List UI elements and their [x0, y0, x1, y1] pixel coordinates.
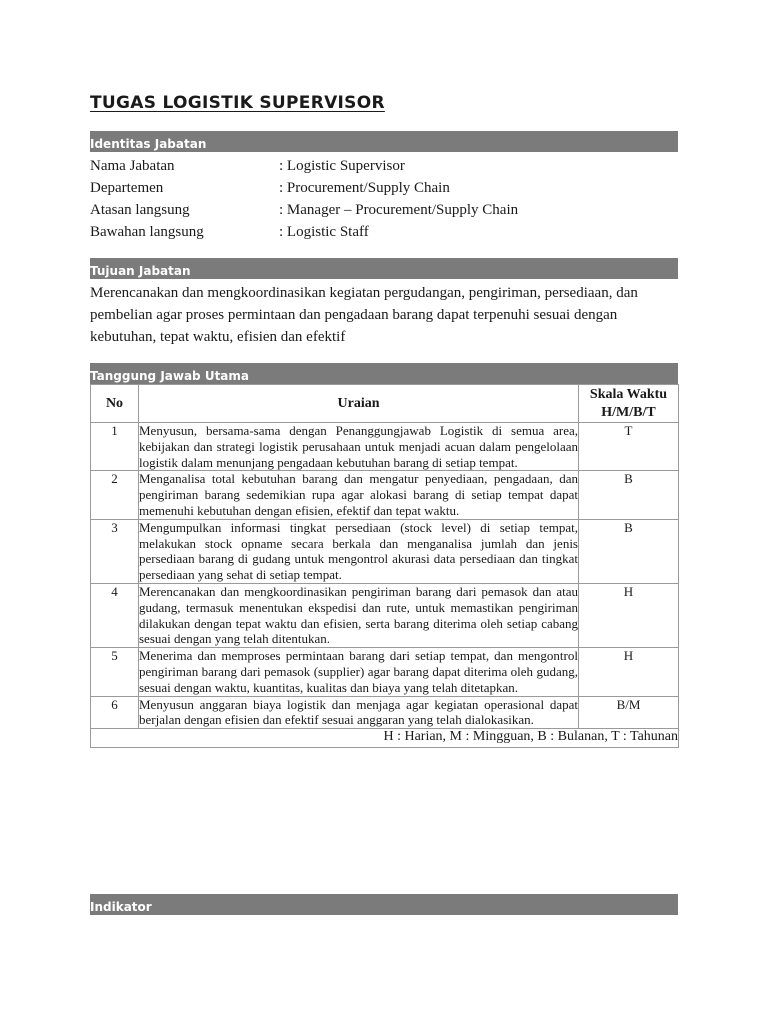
row-number: 6 [91, 696, 139, 729]
page-title: TUGAS LOGISTIK SUPERVISOR [90, 93, 385, 113]
skala-label-line1: Skala Waktu [589, 386, 668, 402]
field-atasan-langsung [90, 199, 678, 221]
field-value: : Procurement/Supply Chain [279, 180, 450, 196]
field-value: : Logistic Supervisor [279, 158, 405, 174]
row-description: Menganalisa total kebutuhan barang dan mengatur penyediaan, pengadaan, dan pengiriman barang sedemikian rupa agar alokasi barang di setiap tempat dapat memenuhi kebutuhan dengan efisien, efektif dan tepat waktu. [139, 471, 578, 518]
table-header-row [91, 385, 679, 423]
row-number: 3 [91, 519, 139, 583]
row-scale: B [579, 471, 679, 519]
row-scale: H [579, 648, 679, 696]
responsibility-table [90, 384, 679, 748]
section-header-tanggung-jawab: Tanggung Jawab Utama [90, 363, 678, 384]
field-value: : Logistic Staff [279, 224, 369, 240]
row-description: Mengumpulkan informasi tingkat persediaan (stock level) di setiap tempat, melakukan stock opname secara berkala dan menganalisa jumlah dan jenis persediaan barang di gudang untuk mengontrol akurasi data persediaan dan tingkat persediaan yang sehat di setiap tempat. [139, 519, 578, 583]
table-row [91, 519, 679, 583]
skala-label-line2: H/M/B/T [601, 404, 656, 420]
row-number: 2 [91, 471, 139, 519]
row-scale: T [579, 423, 679, 471]
field-nama-jabatan [90, 155, 678, 177]
identitas-fields [90, 155, 678, 243]
field-value: : Manager – Procurement/Supply Chain [279, 202, 519, 218]
field-departemen [90, 177, 678, 199]
section-header-identitas: Identitas Jabatan [90, 131, 678, 152]
table-row [91, 423, 679, 471]
field-label: Bawahan langsung [90, 224, 204, 240]
row-number: 5 [91, 648, 139, 696]
table-row [91, 696, 679, 729]
row-scale: B/M [579, 696, 679, 729]
row-description: Menerima dan memproses permintaan barang dari setiap tempat, dan mengontrol pengiriman barang dari pemasok (supplier) agar barang dapat diterima oleh gudang, sesuai dengan waktu, kuantitas, kualitas dan biaya yang telah ditetapkan. [139, 648, 578, 695]
row-number: 1 [91, 423, 139, 471]
field-label: Departemen [90, 180, 164, 196]
table-row [91, 583, 679, 647]
field-label: Nama Jabatan [90, 158, 175, 174]
row-description: Merencanakan dan mengkoordinasikan pengiriman barang dari pemasok dan atau gudang, termasuk menentukan ekspedisi dan rute, untuk memastikan pengiriman dilakukan dengan tepat waktu dan efisien, serta barang diterima oleh setiap cabang sesuai dengan yang telah ditentukan. [139, 583, 578, 647]
legend-row [91, 729, 679, 748]
field-label: Atasan langsung [90, 202, 190, 218]
row-scale: H [579, 583, 679, 647]
section-header-indikator: Indikator [90, 894, 678, 915]
row-number: 4 [91, 583, 139, 647]
row-scale: B [579, 519, 679, 583]
scale-legend: H : Harian, M : Mingguan, B : Bulanan, T : Tahunan [91, 729, 679, 748]
column-header-no: No [91, 385, 139, 423]
row-description: Menyusun anggaran biaya logistik dan menjaga agar kegiatan operasional dapat berjalan dengan efisien dan efektif sesuai anggaran yang telah dialokasikan. [139, 696, 578, 728]
column-header-skala [579, 385, 679, 423]
row-description: Menyusun, bersama-sama dengan Penanggungjawab Logistik di semua area, kebijakan dan strategi logistik perusahaan untuk menjadi acuan dalam pengelolaan logistik dalam menunjang pengadaan kebutuhan barang di setiap tempat. [139, 423, 578, 470]
column-header-uraian: Uraian [139, 385, 579, 423]
purpose-text: Merencanakan dan mengkoordinasikan kegiatan pergudangan, pengiriman, persediaan, dan pembelian agar proses permintaan dan pengadaan barang dapat terpenuhi sesuai dengan kebutuhan, tepat waktu, efisien dan efektif [90, 285, 638, 345]
field-bawahan-langsung [90, 221, 678, 243]
table-row [91, 471, 679, 519]
section-header-tujuan: Tujuan Jabatan [90, 258, 678, 279]
table-row [91, 648, 679, 696]
